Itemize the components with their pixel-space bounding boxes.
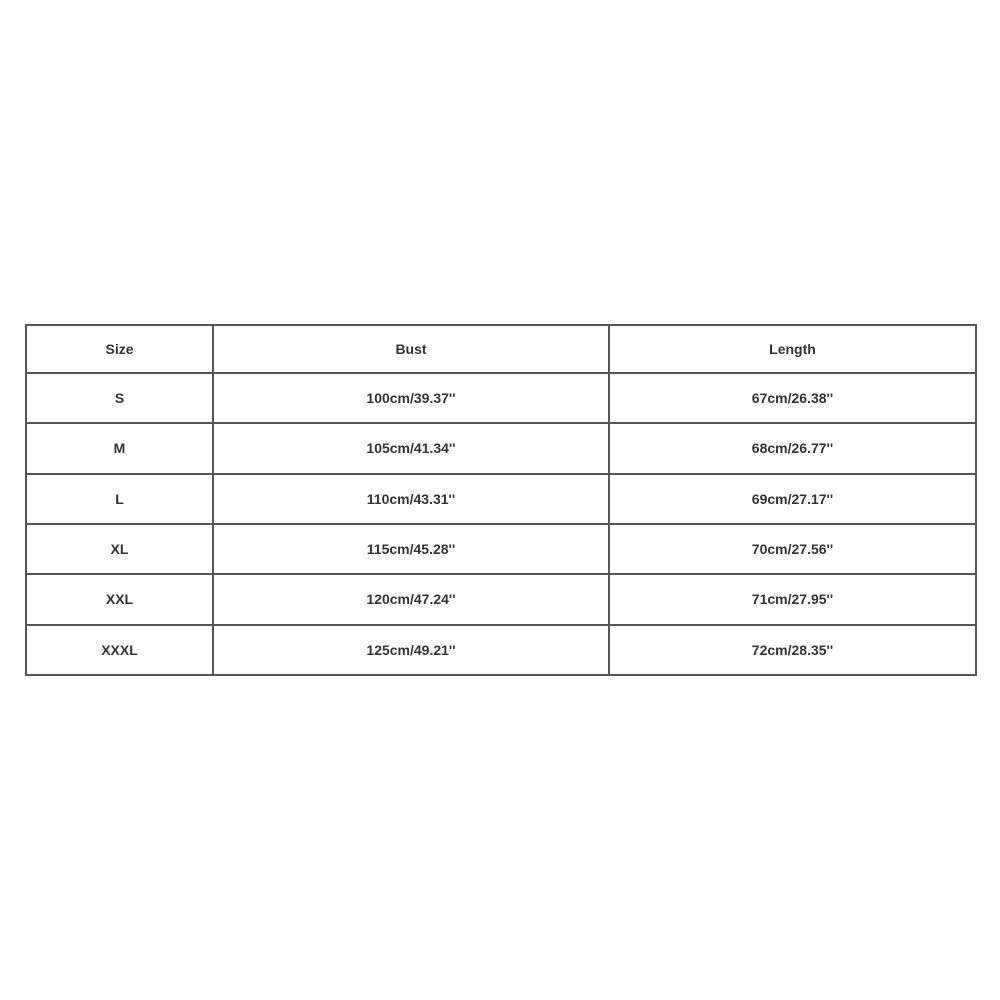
table-row <box>26 524 976 574</box>
table-row <box>26 423 976 473</box>
cell-length: 70cm/27.56'' <box>609 524 976 574</box>
cell-bust: 115cm/45.28'' <box>213 524 609 574</box>
header-bust: Bust <box>213 325 609 373</box>
cell-length: 69cm/27.17'' <box>609 474 976 524</box>
cell-bust: 100cm/39.37'' <box>213 373 609 423</box>
cell-bust: 125cm/49.21'' <box>213 625 609 675</box>
table-row <box>26 474 976 524</box>
cell-size: XXL <box>26 574 213 624</box>
cell-size: L <box>26 474 213 524</box>
table-row <box>26 625 976 675</box>
cell-length: 71cm/27.95'' <box>609 574 976 624</box>
cell-length: 68cm/26.77'' <box>609 423 976 473</box>
cell-size: S <box>26 373 213 423</box>
cell-size: XL <box>26 524 213 574</box>
table-header-row <box>26 325 976 373</box>
cell-length: 67cm/26.38'' <box>609 373 976 423</box>
header-length: Length <box>609 325 976 373</box>
cell-length: 72cm/28.35'' <box>609 625 976 675</box>
cell-bust: 110cm/43.31'' <box>213 474 609 524</box>
cell-bust: 105cm/41.34'' <box>213 423 609 473</box>
table-row <box>26 574 976 624</box>
cell-size: M <box>26 423 213 473</box>
table-row <box>26 373 976 423</box>
header-size: Size <box>26 325 213 373</box>
cell-bust: 120cm/47.24'' <box>213 574 609 624</box>
size-chart-table <box>25 324 977 676</box>
cell-size: XXXL <box>26 625 213 675</box>
